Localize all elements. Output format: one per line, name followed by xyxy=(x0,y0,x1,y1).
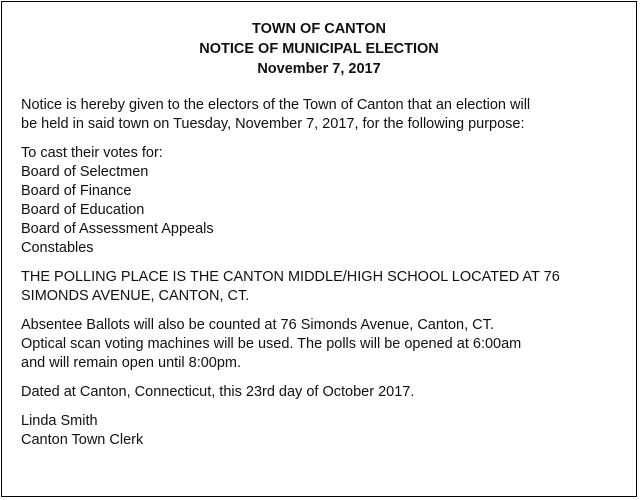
notice-body xyxy=(21,96,626,460)
office-item: Constables xyxy=(21,240,94,256)
intro-paragraph xyxy=(21,96,626,134)
clerk-name: Linda Smith xyxy=(21,413,98,429)
notice-header xyxy=(2,19,636,79)
dated-paragraph xyxy=(21,383,626,402)
office-item: Board of Assessment Appeals xyxy=(21,221,214,237)
intro-line-2: be held in said town on Tuesday, November 7, 2017, for the following purpose: xyxy=(21,116,525,132)
polling-place-paragraph xyxy=(21,268,626,306)
intro-line-1: Notice is hereby given to the electors of the Town of Canton that an election will xyxy=(21,97,531,113)
signature-block xyxy=(21,412,626,450)
polling-line-2: SIMONDS AVENUE, CANTON, CT. xyxy=(21,288,250,304)
dated-line: Dated at Canton, Connecticut, this 23rd day of October 2017. xyxy=(21,384,415,400)
offices-lead: To cast their votes for: xyxy=(21,145,163,161)
election-notice xyxy=(1,1,637,497)
offices-paragraph xyxy=(21,144,626,258)
office-item: Board of Education xyxy=(21,202,145,218)
polling-line-1: THE POLLING PLACE IS THE CANTON MIDDLE/HIGH SCHOOL LOCATED AT 76 xyxy=(21,269,560,285)
clerk-title: Canton Town Clerk xyxy=(21,432,144,448)
absentee-paragraph xyxy=(21,316,626,373)
notice-title: NOTICE OF MUNICIPAL ELECTION xyxy=(199,41,439,57)
absentee-line-3: and will remain open until 8:00pm. xyxy=(21,355,242,371)
absentee-line-1: Absentee Ballots will also be counted at 76 Simonds Avenue, Canton, CT. xyxy=(21,317,494,333)
office-item: Board of Selectmen xyxy=(21,164,149,180)
office-item: Board of Finance xyxy=(21,183,132,199)
election-date: November 7, 2017 xyxy=(257,61,381,77)
town-title: TOWN OF CANTON xyxy=(252,21,386,37)
absentee-line-2: Optical scan voting machines will be used. The polls will be opened at 6:00am xyxy=(21,336,522,352)
